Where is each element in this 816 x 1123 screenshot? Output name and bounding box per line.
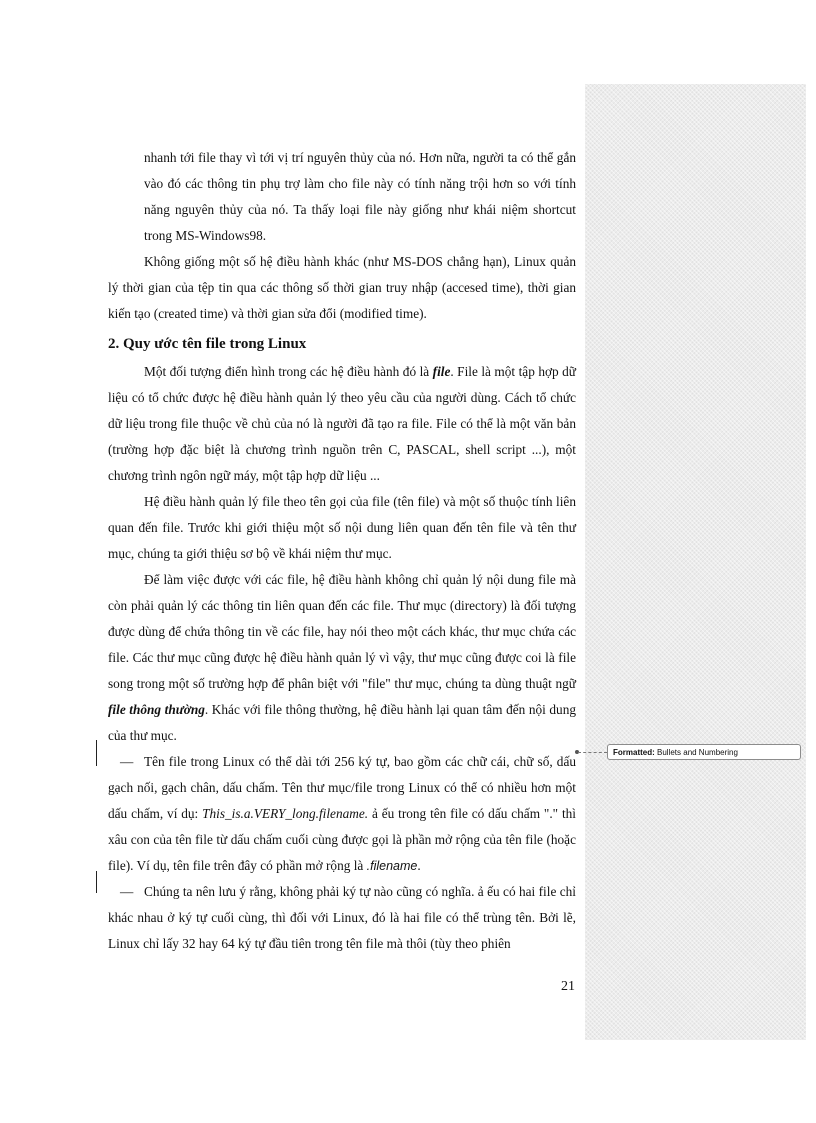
file-definition-paragraph: Một đối tượng điển hình trong các hệ điều hành đó là file. File là một tập hợp dữ liệu có tổ chức được hệ điều hành quản lý theo yêu cầu của người dùng. Cách tổ chức dữ liệu trong file thuộc về chủ của nó là người đã tạo ra file. File có thể là một văn bản (trường hợp đặc biệt là chương trình nguồn trên C, PASCAL, shell script ...), một chương trình ngôn ngữ máy, một tập hợp dữ liệu ... <box>108 364 576 483</box>
intro-continuation <box>108 145 576 249</box>
regular-file-term: file thông thường <box>108 702 205 717</box>
change-bar <box>96 740 97 766</box>
intro-paragraph-2 <box>108 249 576 327</box>
formatting-comment-balloon[interactable]: Formatted: Bullets and Numbering <box>607 744 801 760</box>
extension-example: .filename <box>366 859 418 873</box>
bullet-item-significant-chars: — Chúng ta nên lưu ý rằng, không phải ký tự nào cũng có nghĩa. ả ếu có hai file chỉ khác nhau ở ký tự cuối cùng, thì đối với Linux, đó là hai file có thể trùng tên. Bởi lẽ, Linux chỉ lấy 32 hay 64 ký tự đầu tiên trong tên file mà thôi (tùy theo phiên <box>108 879 576 957</box>
intro-text: nhanh tới file thay vì tới vị trí nguyên thủy của nó. Hơn nữa, người ta có thể gắn vào đó các thông tin phụ trợ làm cho file này có tính năng trội hơn so với tính năng nguyên thủy của nó. Ta thấy loại file này giống như khái niệm shortcut trong MS-Windows98. <box>144 150 576 243</box>
change-bar <box>96 871 97 893</box>
example-filename: This_is.a.VERY_long.filename. <box>202 806 369 821</box>
bullet-dash: — <box>120 884 134 899</box>
markup-margin-pane <box>585 84 806 1040</box>
filename-intro-paragraph: Hệ điều hành quản lý file theo tên gọi của file (tên file) và một số thuộc tính liên quan đến file. Trước khi giới thiệu một số nội dung liên quan đến tên file và tên thư mục, chúng ta giới thiệu sơ bộ về khái niệm thư mục. <box>108 494 576 561</box>
directory-paragraph: Để làm việc được với các file, hệ điều hành không chỉ quản lý nội dung file mà còn phải quản lý các thông tin liên quan đến các file. Thư mục (directory) là đối tượng được dùng để chứa thông tin về các file, hay nói theo một cách khác, thư mục chứa các file. Các thư mục cũng được hệ điều hành quản lý vì vậy, thư mục cũng được coi là file song trong một số trường hợp để phân biệt với "file" thư mục, chúng ta dùng thuật ngữ file thông thường. Khác với file thông thường, hệ điều hành lại quan tâm đến nội dung của thư mục. <box>108 572 577 743</box>
page-number: 21 <box>561 979 575 994</box>
section-body <box>108 359 576 957</box>
file-term: file <box>432 364 451 379</box>
bullet-item-filename-length: — Tên file trong Linux có thể dài tới 256 ký tự, bao gồm các chữ cái, chữ số, dấu gạch nối, gạch chân, dấu chấm. Tên thư mục/file trong Linux có thể có nhiều hơn một dấu chấm, ví dụ: This_is.a.VERY_long.filename. ả ếu trong tên file có dấu chấm "." thì xâu con của tên file từ dấu chấm cuối cùng được gọi là phần mở rộng của tên file (hoặc file). Ví dụ, tên file trên đây có phần mở rộng là .filename. <box>108 749 576 879</box>
comment-leader-line <box>578 752 607 753</box>
bullet-dash: — <box>120 754 134 769</box>
time-attributes-paragraph: Không giống một số hệ điều hành khác (như MS-DOS chẳng hạn), Linux quản lý thời gian của tệp tin qua các thông số thời gian truy nhập (accesed time), thời gian kiến tạo (created time) và thời gian sửa đổi (modified time). <box>108 254 576 321</box>
section-heading: 2. Quy ước tên file trong Linux <box>108 336 307 352</box>
